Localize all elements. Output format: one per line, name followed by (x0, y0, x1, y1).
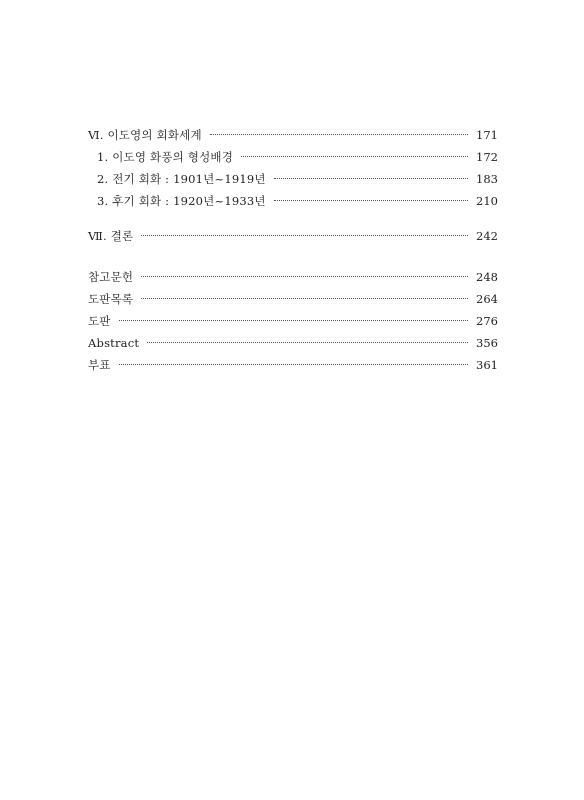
table-of-contents (88, 124, 498, 376)
dot-leader (241, 156, 468, 157)
toc-entry-page: 248 (476, 270, 498, 284)
toc-entry-page: 210 (476, 194, 498, 208)
toc-entry-list-of-plates[interactable] (88, 288, 498, 310)
toc-entry-page: 361 (476, 358, 498, 372)
toc-entry-label: 3. 후기 회화 : 1920년~1933년 (97, 194, 266, 208)
toc-entry-page: 264 (476, 292, 498, 306)
toc-entry-label: 1. 이도영 화풍의 형성배경 (97, 150, 234, 164)
dot-leader (141, 298, 468, 299)
toc-entry-page: 242 (476, 229, 498, 243)
dot-leader (210, 134, 468, 135)
toc-entry-label: 참고문헌 (88, 270, 134, 284)
toc-entry-label: 부표 (88, 358, 111, 372)
dot-leader (119, 320, 468, 321)
toc-entry-6-2[interactable] (88, 168, 498, 190)
dot-leader (141, 276, 468, 277)
toc-entry-6-1[interactable] (88, 146, 498, 168)
toc-entry-abstract[interactable] (88, 332, 498, 354)
toc-entry-chapter-6[interactable] (88, 124, 498, 146)
toc-entry-page: 171 (476, 128, 498, 142)
toc-entry-label: 도판목록 (88, 292, 134, 306)
dot-leader (274, 178, 468, 179)
toc-entry-references[interactable] (88, 266, 498, 288)
toc-entry-chapter-7[interactable] (88, 225, 498, 247)
toc-entry-page: 172 (476, 150, 498, 164)
toc-entry-label: Ⅵ. 이도영의 회화세계 (88, 128, 202, 142)
dot-leader (274, 200, 468, 201)
dot-leader (147, 342, 468, 343)
toc-entry-appendix[interactable] (88, 354, 498, 376)
toc-entry-label: Ⅶ. 결론 (88, 229, 134, 243)
toc-entry-label: 도판 (88, 314, 111, 328)
toc-entry-page: 183 (476, 172, 498, 186)
toc-entry-page: 356 (476, 336, 498, 350)
toc-entry-page: 276 (476, 314, 498, 328)
toc-entry-label: Abstract (88, 336, 140, 350)
dot-leader (141, 235, 468, 236)
toc-entry-label: 2. 전기 회화 : 1901년~1919년 (97, 172, 266, 186)
toc-entry-plates[interactable] (88, 310, 498, 332)
dot-leader (119, 364, 468, 365)
toc-entry-6-3[interactable] (88, 190, 498, 212)
